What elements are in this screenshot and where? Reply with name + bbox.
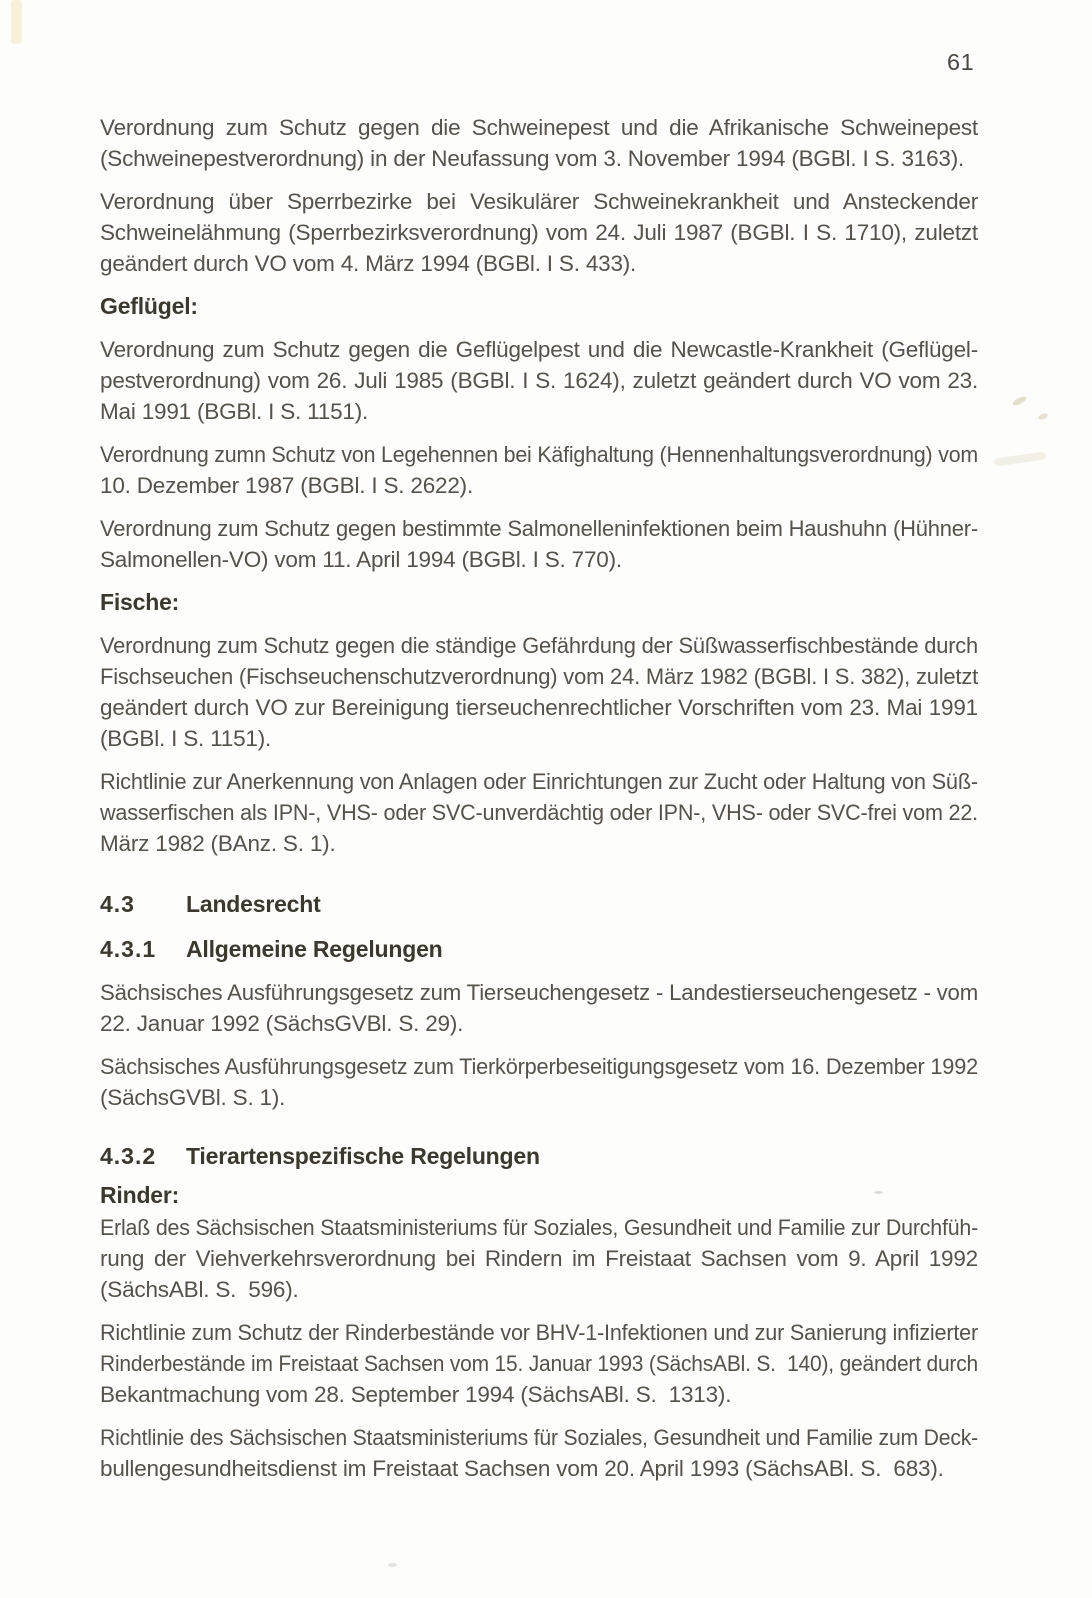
scan-speck — [994, 451, 1047, 466]
text-line — [100, 544, 978, 575]
section-title: Landesrecht — [186, 891, 321, 917]
text-line-content: Verordnung zum Schutz gegen die ständige Gefährdung der Süßwasserfischbestände durch — [100, 633, 978, 658]
section-number: 4.3.2 — [100, 1143, 157, 1169]
text-line — [100, 723, 978, 754]
scan-speck — [388, 1563, 397, 1567]
text-line — [100, 630, 978, 661]
text-line — [100, 186, 978, 217]
paragraph — [100, 630, 978, 754]
text-line — [100, 797, 978, 828]
text-line — [100, 470, 978, 501]
text-line — [100, 1379, 978, 1410]
text-line — [100, 1008, 978, 1039]
text-line — [100, 1082, 978, 1113]
text-line-content: Verordnung zumn Schutz von Legehennen bei Käfighaltung (Hennenhaltungsverordnung) vom — [100, 442, 978, 467]
section-heading — [100, 889, 978, 920]
text-line-content: (SächsABl. S. 596). — [100, 1277, 299, 1302]
text-line-content: pestverordnung) vom 26. Juli 1985 (BGBl. I S. 1624), zuletzt geändert durch VO vom 23. — [100, 368, 978, 393]
text-line-content: (SächsGVBl. S. 1). — [100, 1085, 286, 1110]
section-title: Allgemeine Regelungen — [186, 936, 443, 962]
text-line — [100, 1051, 978, 1082]
text-line — [100, 828, 978, 859]
text-line-content: 22. Januar 1992 (SächsGVBl. S. 29). — [100, 1011, 464, 1036]
paragraph — [100, 513, 978, 575]
paragraph — [100, 112, 978, 174]
text-line-content: (Schweinepestverordnung) in der Neufassung vom 3. November 1994 (BGBl. I S. 3163). — [100, 146, 965, 171]
species-heading: Geflügel: — [100, 293, 198, 319]
text-line-content: Sächsisches Ausführungsgesetz zum Tierkörperbeseitigungsgesetz vom 16. Dezember 1992 — [100, 1054, 978, 1079]
text-line-content: Verordnung zum Schutz gegen die Geflügelpest und die Newcastle-Krankheit (Geflügel- — [100, 337, 978, 362]
text-line — [100, 334, 978, 365]
text-line — [100, 396, 978, 427]
text-line-content: Verordnung zum Schutz gegen bestimmte Salmonelleninfektionen beim Haushuhn (Hühner- — [100, 516, 978, 541]
text-line-content: Salmonellen-VO) vom 11. April 1994 (BGBl. I S. 770). — [100, 547, 622, 572]
text-line-content: geändert durch VO vom 4. März 1994 (BGBl. I S. 433). — [100, 251, 637, 276]
text-line-content: Richtlinie zum Schutz der Rinderbestände vor BHV-1-Infektionen und zur Sanierung infizierter — [100, 1320, 978, 1345]
page-number: 61 — [947, 49, 975, 75]
text-line — [100, 112, 978, 143]
text-line-content: Bekantmachung vom 28. September 1994 (SächsABl. S. 1313). — [100, 1382, 732, 1407]
text-line — [100, 1348, 978, 1379]
species-heading: Rinder: — [100, 1182, 180, 1208]
text-line — [100, 692, 978, 723]
text-line-content: Verordnung über Sperrbezirke bei Vesikulärer Schweinekrankheit und Ansteckender — [100, 189, 978, 214]
section-heading — [100, 1141, 978, 1172]
paragraph — [100, 1317, 978, 1410]
text-line — [100, 143, 978, 174]
text-line-content: Mai 1991 (BGBl. I S. 1151). — [100, 399, 369, 424]
text-line-content: Schweinelähmung (Sperrbezirksverordnung) vom 24. Juli 1987 (BGBl. I S. 1710), zuletzt — [100, 220, 978, 245]
text-line-content: geändert durch VO zur Bereinigung tierseuchenrechtlicher Vorschriften vom 23. Mai 1991 — [100, 695, 978, 720]
text-line — [100, 661, 978, 692]
text-line-content: bullengesundheitsdienst im Freistaat Sachsen vom 20. April 1993 (SächsABl. S. 683). — [100, 1456, 944, 1481]
text-line — [100, 1317, 978, 1348]
species-heading: Fische: — [100, 589, 180, 615]
text-line — [100, 248, 978, 279]
text-line — [100, 1243, 978, 1274]
paragraph — [100, 1051, 978, 1113]
text-line — [100, 513, 978, 544]
text-line-content: (BGBl. I S. 1151). — [100, 726, 272, 751]
text-line-content: Erlaß des Sächsischen Staatsministeriums für Soziales, Gesundheit und Familie zur Durchfüh- — [100, 1215, 978, 1240]
page-content — [100, 112, 978, 1496]
text-line — [100, 217, 978, 248]
text-line-content: Rinderbestände im Freistaat Sachsen vom 15. Januar 1993 (SächsABl. S. 140), geändert durch — [100, 1351, 978, 1376]
section-heading — [100, 934, 978, 965]
text-line — [100, 1422, 978, 1453]
text-line — [100, 1453, 978, 1484]
text-line — [100, 1212, 978, 1243]
text-line-content: Fischseuchen (Fischseuchenschutzverordnung) vom 24. März 1982 (BGBl. I S. 382), zuletzt — [100, 664, 978, 689]
scan-speck — [1011, 395, 1027, 407]
section-number: 4.3 — [100, 891, 135, 917]
text-line-content: Verordnung zum Schutz gegen die Schweinepest und die Afrikanische Schweinepest — [100, 115, 978, 140]
text-line-content: 10. Dezember 1987 (BGBl. I S. 2622). — [100, 473, 473, 498]
text-line-content: März 1982 (BAnz. S. 1). — [100, 831, 336, 856]
scan-edge-streak — [11, 0, 22, 44]
text-line-content: Sächsisches Ausführungsgesetz zum Tierseuchengesetz - Landestierseuchengesetz - vom — [100, 980, 978, 1005]
text-line-content: Richtlinie des Sächsischen Staatsministeriums für Soziales, Gesundheit und Familie zum Deck- — [100, 1425, 978, 1450]
paragraph — [100, 334, 978, 427]
text-line — [100, 365, 978, 396]
text-line-content: wasserfischen als IPN-, VHS- oder SVC-unverdächtig oder IPN-, VHS- oder SVC-frei vom 22. — [100, 800, 978, 825]
paragraph — [100, 1212, 978, 1305]
section-title: Tierartenspezifische Regelungen — [186, 1143, 540, 1169]
section-number: 4.3.1 — [100, 936, 157, 962]
text-line — [100, 766, 978, 797]
paragraph — [100, 766, 978, 859]
scan-speck — [1037, 412, 1048, 420]
text-line — [100, 977, 978, 1008]
text-line-content: Richtlinie zur Anerkennung von Anlagen oder Einrichtungen zur Zucht oder Haltung von Süß- — [100, 769, 978, 794]
text-line-content: rung der Viehverkehrsverordnung bei Rindern im Freistaat Sachsen vom 9. April 1992 — [100, 1246, 978, 1271]
text-line — [100, 1274, 978, 1305]
paragraph — [100, 977, 978, 1039]
paragraph — [100, 1422, 978, 1484]
text-line — [100, 439, 978, 470]
paragraph — [100, 186, 978, 279]
paragraph — [100, 439, 978, 501]
